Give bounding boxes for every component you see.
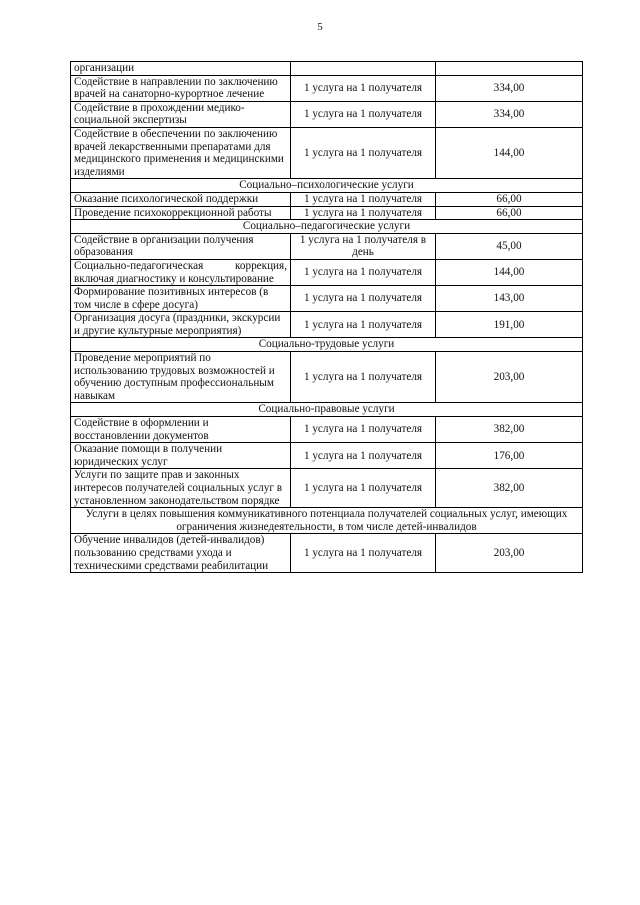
unit-cell: 1 услуга на 1 получателя [291, 312, 436, 338]
price-cell: 144,00 [436, 127, 583, 178]
unit-cell: 1 услуга на 1 получателя [291, 443, 436, 469]
section-header-row [71, 508, 583, 534]
unit-cell: 1 услуга на 1 получателя [291, 469, 436, 508]
table-row [71, 233, 583, 259]
price-cell: 66,00 [436, 192, 583, 206]
section-title: Социально–педагогические услуги [71, 220, 583, 234]
service-name-cell: Содействие в организации получения образования [71, 233, 291, 259]
price-cell: 203,00 [436, 352, 583, 403]
service-name-cell: Содействие в прохождении медико-социальной экспертизы [71, 101, 291, 127]
table-row [71, 259, 583, 285]
section-title: Социально-трудовые услуги [71, 338, 583, 352]
price-cell: 203,00 [436, 534, 583, 573]
table-row [71, 101, 583, 127]
table-row [71, 192, 583, 206]
unit-cell: 1 услуга на 1 получателя [291, 192, 436, 206]
service-name-cell: Оказание помощи в получении юридических услуг [71, 443, 291, 469]
service-name-cell: организации [71, 62, 291, 76]
price-cell: 45,00 [436, 233, 583, 259]
unit-cell: 1 услуга на 1 получателя [291, 75, 436, 101]
price-cell: 334,00 [436, 101, 583, 127]
service-name-cell: Содействие в направлении по заключению врачей на санаторно-курортное лечение [71, 75, 291, 101]
unit-cell: 1 услуга на 1 получателя [291, 352, 436, 403]
section-header-row [71, 220, 583, 234]
service-name-cell: Социально-педагогическая коррекция, включая диагностику и консультирование [71, 259, 291, 285]
section-title: Социально–психологические услуги [71, 179, 583, 193]
table-row [71, 312, 583, 338]
unit-cell: 1 услуга на 1 получателя [291, 127, 436, 178]
unit-cell: 1 услуга на 1 получателя [291, 101, 436, 127]
price-cell [436, 62, 583, 76]
unit-cell: 1 услуга на 1 получателя [291, 259, 436, 285]
unit-cell: 1 услуга на 1 получателя [291, 206, 436, 220]
table-row [71, 127, 583, 178]
price-cell: 191,00 [436, 312, 583, 338]
service-name-cell: Услуги по защите прав и законных интересов получателей социальных услуг в установленном законодательством порядке [71, 469, 291, 508]
table-row [71, 352, 583, 403]
price-cell: 66,00 [436, 206, 583, 220]
service-name-cell: Оказание психологической поддержки [71, 192, 291, 206]
unit-cell: 1 услуга на 1 получателя в день [291, 233, 436, 259]
section-header-row [71, 179, 583, 193]
price-cell: 334,00 [436, 75, 583, 101]
section-title: Социально-правовые услуги [71, 403, 583, 417]
table-row [71, 206, 583, 220]
price-cell: 176,00 [436, 443, 583, 469]
price-cell: 143,00 [436, 286, 583, 312]
unit-cell [291, 62, 436, 76]
table-row [71, 469, 583, 508]
table-row [71, 75, 583, 101]
section-header-row [71, 338, 583, 352]
price-cell: 144,00 [436, 259, 583, 285]
service-name-cell: Организация досуга (праздники, экскурсии и другие культурные мероприятия) [71, 312, 291, 338]
price-cell: 382,00 [436, 417, 583, 443]
table-row [71, 417, 583, 443]
service-name-cell: Содействие в обеспечении по заключению врачей лекарственными препаратами для медицинского применения и медицинскими изделиями [71, 127, 291, 178]
unit-cell: 1 услуга на 1 получателя [291, 534, 436, 573]
services-tariff-table [70, 61, 583, 573]
unit-cell: 1 услуга на 1 получателя [291, 286, 436, 312]
section-header-row [71, 403, 583, 417]
table-row [71, 443, 583, 469]
service-name-cell: Проведение психокоррекционной работы [71, 206, 291, 220]
table-row [71, 62, 583, 76]
page-number: 5 [317, 21, 323, 33]
price-cell: 382,00 [436, 469, 583, 508]
service-name-cell: Проведение мероприятий по использованию трудовых возможностей и обучению доступным профессиональным навыкам [71, 352, 291, 403]
table-row [71, 286, 583, 312]
service-name-cell: Формирование позитивных интересов (в том числе в сфере досуга) [71, 286, 291, 312]
service-name-cell: Обучение инвалидов (детей-инвалидов) пользованию средствами ухода и техническими средствами реабилитации [71, 534, 291, 573]
table-row [71, 534, 583, 573]
table-body [71, 62, 583, 573]
service-name-cell: Содействие в оформлении и восстановлении документов [71, 417, 291, 443]
unit-cell: 1 услуга на 1 получателя [291, 417, 436, 443]
section-title: Услуги в целях повышения коммуникативного потенциала получателей социальных услуг, имеющих ограничения жизнедеятельности, в том числе детей-инвалидов [71, 508, 583, 534]
